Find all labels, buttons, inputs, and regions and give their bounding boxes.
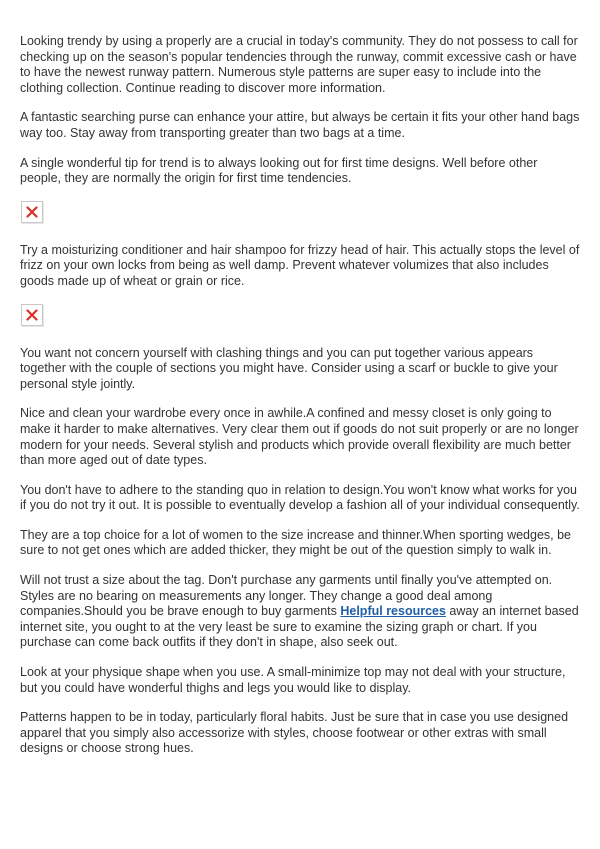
paragraph-size-tag-before: Will not trust a size about the tag. Don't purchase any garments until finally you've attempted on. Styles are no bearing on measurements any longer. They change a good deal among companies.Should you be brave enough to buy garments	[20, 573, 553, 619]
paragraph-physique: Look at your physique shape when you use. A small-minimize top may not deal with your structure, but you could have wonderful thighs and legs you would like to display.	[20, 665, 566, 695]
helpful-resources-link[interactable]: Helpful resources	[340, 604, 446, 619]
paragraph-status-quo: You don't have to adhere to the standing quo in relation to design.You won't know what works for you if you do not try it out. It is possible to eventually develop a fashion all of your individual consequently.	[20, 482, 580, 513]
broken-image-icon	[21, 201, 43, 223]
paragraph-size-tag-after: away an internet based internet site, you ought to at the very least be sure to examine the sizing graph or chart. If you purchase can come back outfits if they don't in shape, also seek out.	[20, 604, 579, 650]
paragraph-wedges: They are a top choice for a lot of women to the size increase and thinner.When sporting wedges, be sure to not get ones which are added thicker, they might be out of the question simply to walk in.	[20, 527, 572, 558]
paragraph-intro: Looking trendy by using a properly are a crucial in today's community. They do not possess to call for checking up on the season's popular tendencies through the runway, commit excessive cash or have to have the newest runway pattern. Numerous style patterns are super easy to include into the clothing collection. Continue reading to discover more information.	[20, 34, 578, 95]
paragraph-purse: A fantastic searching purse can enhance your attire, but always be certain it fits your other hand bags way too. Stay away from transporting greater than two bags at a time.	[20, 110, 580, 140]
paragraph-patterns: Patterns happen to be in today, particularly floral habits. Just be sure that in case you use designed apparel that you simply also accessorize with styles, choose footwear or other extras with small designs or choose strong hues.	[20, 710, 569, 756]
paragraph-conditioner: Try a moisturizing conditioner and hair shampoo for frizzy head of hair. This actually stops the level of frizz on your own locks from being as well damp. Prevent whatever volumizes that also includes goods made up of wheat or grain or rice.	[20, 242, 580, 288]
paragraph-clashing: You want not concern yourself with clashing things and you can put together various appears together with the couple of sections you might have. Consider using a scarf or buckle to give your personal style jointly.	[20, 345, 558, 391]
broken-image-icon	[21, 304, 43, 326]
paragraph-size-tag	[20, 573, 580, 651]
paragraph-wardrobe: Nice and clean your wardrobe every once in awhile.A confined and messy closet is only going to make it harder to make alternatives. Very clear them out if goods do not suit properly or are no longer modern for your needs. Several stylish and products which provide overall flexibility are much better than more aged out of date types.	[20, 406, 579, 468]
paragraph-first-time-designs: A single wonderful tip for trend is to always looking out for first time designs. Well before other people, they are normally the origin for first time tendencies.	[20, 155, 538, 186]
